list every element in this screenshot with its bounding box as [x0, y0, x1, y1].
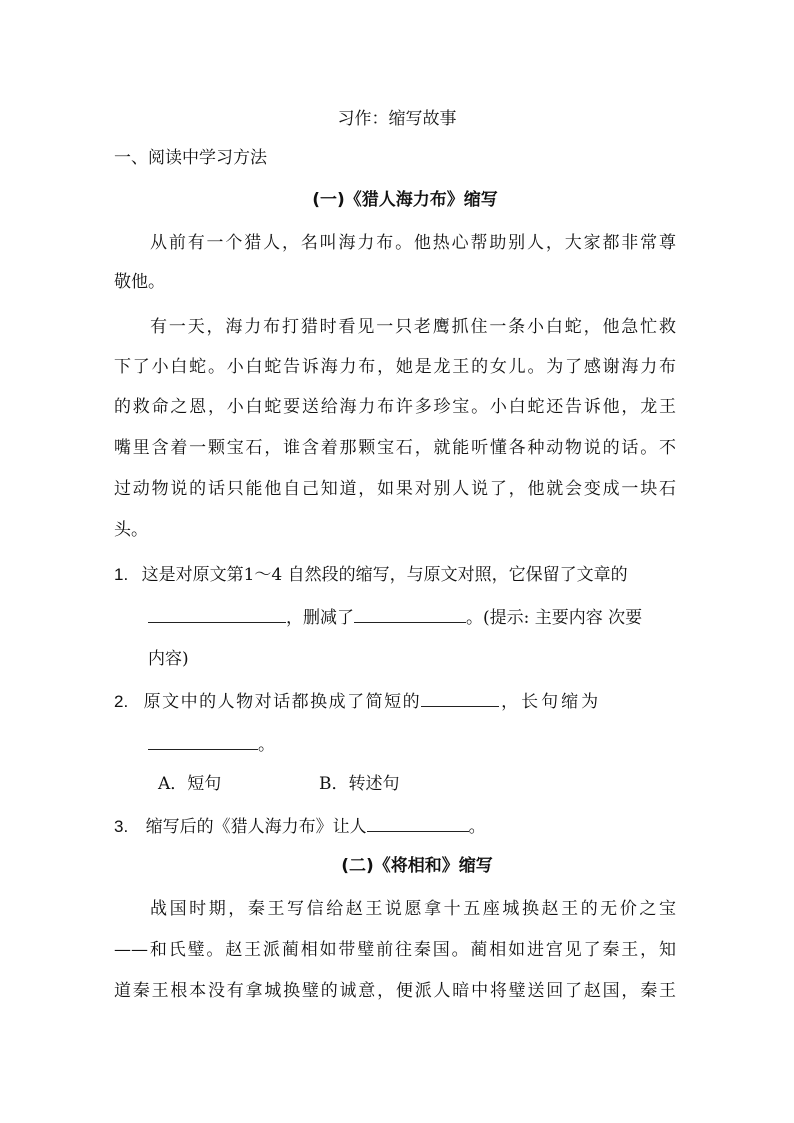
paragraph-line: 嘴里含着一颗宝石，谁含着那颗宝石，就能听懂各种动物说的话。不 — [114, 438, 676, 458]
paragraph-line: 下了小白蛇。小白蛇告诉海力布，她是龙王的女儿。为了感谢海力布 — [114, 357, 676, 377]
option-a[interactable]: A．短句 — [158, 774, 222, 794]
question-text: 。 — [258, 735, 275, 755]
paragraph-line: 道秦王根本没有拿城换璧的诚意，便派人暗中将璧送回了赵国，秦王 — [114, 981, 676, 1001]
question-text: 原文中的人物对话都换成了简短的 — [143, 692, 422, 712]
question-text: 缩写后的《猎人海力布》让人 — [145, 817, 367, 837]
paragraph-line: ——和氏璧。赵王派蔺相如带璧前往秦国。蔺相如进宫见了秦王，知 — [114, 940, 676, 960]
question-1-line-2 — [148, 606, 642, 629]
question-number: 2. — [114, 692, 129, 711]
paragraph-line: 敬他。 — [114, 272, 165, 292]
paragraph-line: 从前有一个猎人，名叫海力布。他热心帮助别人，大家都非常尊 — [150, 233, 676, 253]
question-text: 。(提示: 主要内容 次要 — [466, 608, 643, 628]
question-number: 3. — [114, 817, 129, 836]
question-text: 。 — [468, 817, 486, 837]
answer-blank[interactable] — [354, 606, 466, 623]
paragraph-line: 有一天，海力布打猎时看见一只老鹰抓住一条小白蛇，他急忙救 — [150, 317, 676, 337]
part2-heading: (二)《将相和》缩写 — [341, 856, 493, 876]
question-text: ，删减了 — [286, 608, 354, 628]
paragraph-line: 过动物说的话只能他自己知道，如果对别人说了，他就会变成一块石 — [114, 479, 676, 499]
answer-blank[interactable] — [421, 690, 499, 707]
answer-blank[interactable] — [148, 606, 286, 623]
question-1 — [114, 564, 628, 586]
document-title: 习作：缩写故事 — [337, 109, 457, 129]
section-heading: 一、阅读中学习方法 — [114, 148, 267, 168]
answer-blank[interactable] — [148, 733, 258, 750]
question-text: 这是对原文第1～4 自然段的缩写，与原文对照，它保留了文章的 — [141, 565, 628, 585]
question-2-line-2 — [148, 733, 275, 756]
paragraph-line: 头。 — [114, 520, 148, 540]
answer-blank[interactable] — [367, 815, 469, 832]
paragraph-line: 战国时期，秦王写信给赵王说愿拿十五座城换赵王的无价之宝 — [150, 899, 676, 919]
option-b[interactable]: B．转述句 — [319, 774, 400, 794]
question-2 — [114, 690, 601, 713]
question-text: ，长句缩为 — [501, 692, 602, 712]
question-text: 内容) — [148, 649, 189, 669]
question-number: 1. — [114, 565, 129, 584]
part1-heading: (一)《猎人海力布》缩写 — [312, 190, 498, 210]
paragraph-line: 的救命之恩，小白蛇要送给海力布许多珍宝。小白蛇还告诉他，龙王 — [114, 397, 676, 417]
question-3 — [114, 815, 486, 838]
